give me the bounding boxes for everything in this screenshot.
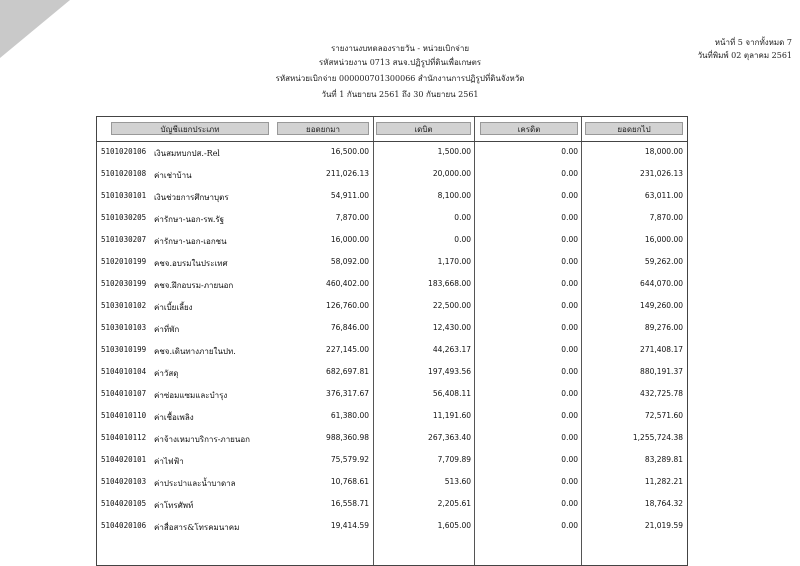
account-code: 5104010110 (101, 411, 147, 420)
account-name: เงินสมทบกปส.-Rel (154, 149, 220, 158)
debit-value: 7,709.89 (437, 455, 471, 464)
account-code: 5102010199 (101, 257, 147, 266)
account-code: 5101030207 (101, 235, 147, 244)
account-code: 5103010199 (101, 345, 147, 354)
carried-forward-value: 16,000.00 (644, 235, 683, 244)
carried-forward-value: 18,764.32 (644, 499, 683, 508)
account-code: 5103010102 (101, 301, 147, 310)
credit-value: 0.00 (561, 389, 578, 398)
debit-value: 44,263.17 (432, 345, 471, 354)
carried-forward-value: 18,000.00 (644, 147, 683, 156)
table-row (97, 185, 687, 207)
header-debit: เดบิต (376, 122, 471, 135)
account-name: ค่าเช่าบ้าน (154, 171, 192, 180)
table-row (97, 229, 687, 251)
carried-forward-value: 7,870.00 (649, 213, 683, 222)
page-number: หน้าที่ 5 จากทั้งหมด 7 (714, 38, 792, 47)
credit-value: 0.00 (561, 257, 578, 266)
debit-value: 1,500.00 (437, 147, 471, 156)
credit-value: 0.00 (561, 147, 578, 156)
carried-forward-value: 83,289.81 (644, 455, 683, 464)
debit-value: 1,605.00 (437, 521, 471, 530)
disbursement-unit-line: รหัสหน่วยเบิกจ่าย 000000701300066 สำนักงานการปฏิรูปที่ดินจังหวัด (275, 74, 525, 83)
brought-forward-value: 211,026.13 (326, 169, 369, 178)
account-name: ค่าประปาและน้ำบาดาล (154, 479, 236, 488)
debit-value: 183,668.00 (428, 279, 471, 288)
credit-value: 0.00 (561, 499, 578, 508)
table-row (97, 339, 687, 361)
header-credit: เครดิต (480, 122, 578, 135)
table-row (97, 361, 687, 383)
carried-forward-value: 880,191.37 (640, 367, 683, 376)
trial-balance-table (96, 116, 688, 566)
brought-forward-value: 7,870.00 (335, 213, 369, 222)
debit-value: 56,408.11 (432, 389, 471, 398)
credit-value: 0.00 (561, 279, 578, 288)
header-brought-forward: ยอดยกมา (277, 122, 369, 135)
account-name: ค่าไฟฟ้า (154, 457, 184, 466)
account-code: 5101020106 (101, 147, 147, 156)
brought-forward-value: 19,414.59 (330, 521, 369, 530)
account-name: ค่าเบี้ยเลี้ยง (154, 303, 193, 312)
table-row (97, 493, 687, 515)
account-name: ค่าสื่อสาร&โทรคมนาคม (154, 523, 240, 532)
credit-value: 0.00 (561, 191, 578, 200)
account-name: ค่ารักษา-นอก-เอกชน (154, 237, 227, 246)
carried-forward-value: 59,262.00 (644, 257, 683, 266)
table-row (97, 383, 687, 405)
account-code: 5104010112 (101, 433, 147, 442)
print-date: วันที่พิมพ์ 02 ตุลาคม 2561 (697, 51, 792, 60)
carried-forward-value: 271,408.17 (640, 345, 683, 354)
debit-value: 1,170.00 (437, 257, 471, 266)
account-code: 5104020103 (101, 477, 147, 486)
credit-value: 0.00 (561, 301, 578, 310)
credit-value: 0.00 (561, 169, 578, 178)
account-code: 5104020101 (101, 455, 147, 464)
table-row (97, 273, 687, 295)
credit-value: 0.00 (561, 411, 578, 420)
debit-value: 20,000.00 (432, 169, 471, 178)
brought-forward-value: 682,697.81 (326, 367, 369, 376)
carried-forward-value: 21,019.59 (644, 521, 683, 530)
brought-forward-value: 75,579.92 (330, 455, 369, 464)
carried-forward-value: 644,070.00 (640, 279, 683, 288)
brought-forward-value: 460,402.00 (326, 279, 369, 288)
credit-value: 0.00 (561, 455, 578, 464)
account-code: 5103010103 (101, 323, 147, 332)
debit-value: 513.60 (444, 477, 471, 486)
account-name: ค่าวัสดุ (154, 369, 179, 378)
brought-forward-value: 54,911.00 (330, 191, 369, 200)
brought-forward-value: 58,092.00 (330, 257, 369, 266)
table-row (97, 515, 687, 537)
credit-value: 0.00 (561, 235, 578, 244)
brought-forward-value: 76,846.00 (330, 323, 369, 332)
brought-forward-value: 227,145.00 (326, 345, 369, 354)
table-row (97, 471, 687, 493)
account-name: เงินช่วยการศึกษาบุตร (154, 193, 229, 202)
debit-value: 8,100.00 (437, 191, 471, 200)
brought-forward-value: 376,317.67 (326, 389, 369, 398)
credit-value: 0.00 (561, 367, 578, 376)
carried-forward-value: 432,725.78 (640, 389, 683, 398)
debit-value: 0.00 (454, 213, 471, 222)
carried-forward-value: 149,260.00 (640, 301, 683, 310)
header-carried-forward: ยอดยกไป (585, 122, 683, 135)
table-row (97, 163, 687, 185)
debit-value: 197,493.56 (428, 367, 471, 376)
agency-line: รหัสหน่วยงาน 0713 สนจ.ปฏิรูปที่ดินเพื่อเกษตร (318, 58, 482, 67)
table-row (97, 251, 687, 273)
table-row (97, 207, 687, 229)
account-name: ค่าซ่อมแซมและบำรุง (154, 391, 228, 400)
table-row (97, 405, 687, 427)
carried-forward-value: 11,282.21 (644, 477, 683, 486)
account-name: ค่าเชื้อเพลิง (154, 413, 194, 422)
carried-forward-value: 231,026.13 (640, 169, 683, 178)
page-info (698, 36, 792, 62)
report-title: รายงานงบทดลองรายวัน - หน่วยเบิกจ่าย (330, 44, 470, 53)
debit-value: 2,205.61 (437, 499, 471, 508)
brought-forward-value: 10,768.61 (330, 477, 369, 486)
account-name: คชจ.อบรมในประเทศ (154, 259, 228, 268)
account-code: 5104020106 (101, 521, 147, 530)
debit-value: 22,500.00 (432, 301, 471, 310)
credit-value: 0.00 (561, 477, 578, 486)
brought-forward-value: 16,500.00 (330, 147, 369, 156)
table-header (97, 117, 687, 142)
credit-value: 0.00 (561, 345, 578, 354)
period-line: วันที่ 1 กันยายน 2561 ถึง 30 กันยายน 2561 (321, 90, 479, 99)
account-code: 5102030199 (101, 279, 147, 288)
brought-forward-value: 126,760.00 (326, 301, 369, 310)
brought-forward-value: 61,380.00 (330, 411, 369, 420)
carried-forward-value: 1,255,724.38 (632, 433, 683, 442)
account-name: คชจ.ฝึกอบรม-ภายนอก (154, 281, 234, 290)
debit-value: 267,363.40 (428, 433, 471, 442)
table-row (97, 427, 687, 449)
table-row (97, 449, 687, 471)
header-account: บัญชีแยกประเภท (111, 122, 269, 135)
account-name: คชจ.เดินทางภายในปท. (154, 347, 236, 356)
debit-value: 11,191.60 (432, 411, 471, 420)
account-code: 5101030205 (101, 213, 147, 222)
brought-forward-value: 988,360.98 (326, 433, 369, 442)
account-code: 5101020108 (101, 169, 147, 178)
carried-forward-value: 72,571.60 (644, 411, 683, 420)
table-row (97, 141, 687, 163)
credit-value: 0.00 (561, 433, 578, 442)
debit-value: 12,430.00 (432, 323, 471, 332)
debit-value: 0.00 (454, 235, 471, 244)
table-row (97, 317, 687, 339)
account-code: 5104010107 (101, 389, 147, 398)
table-row (97, 295, 687, 317)
carried-forward-value: 63,011.00 (644, 191, 683, 200)
account-name: ค่ารักษา-นอก-รพ.รัฐ (154, 215, 225, 224)
account-name: ค่าโทรศัพท์ (154, 501, 194, 510)
credit-value: 0.00 (561, 521, 578, 530)
brought-forward-value: 16,000.00 (330, 235, 369, 244)
account-name: ค่าที่พัก (154, 325, 180, 334)
credit-value: 0.00 (561, 213, 578, 222)
account-code: 5101030101 (101, 191, 147, 200)
account-name: ค่าจ้างเหมาบริการ-ภายนอก (154, 435, 250, 444)
brought-forward-value: 16,558.71 (330, 499, 369, 508)
carried-forward-value: 89,276.00 (644, 323, 683, 332)
credit-value: 0.00 (561, 323, 578, 332)
account-code: 5104020105 (101, 499, 147, 508)
account-code: 5104010104 (101, 367, 147, 376)
